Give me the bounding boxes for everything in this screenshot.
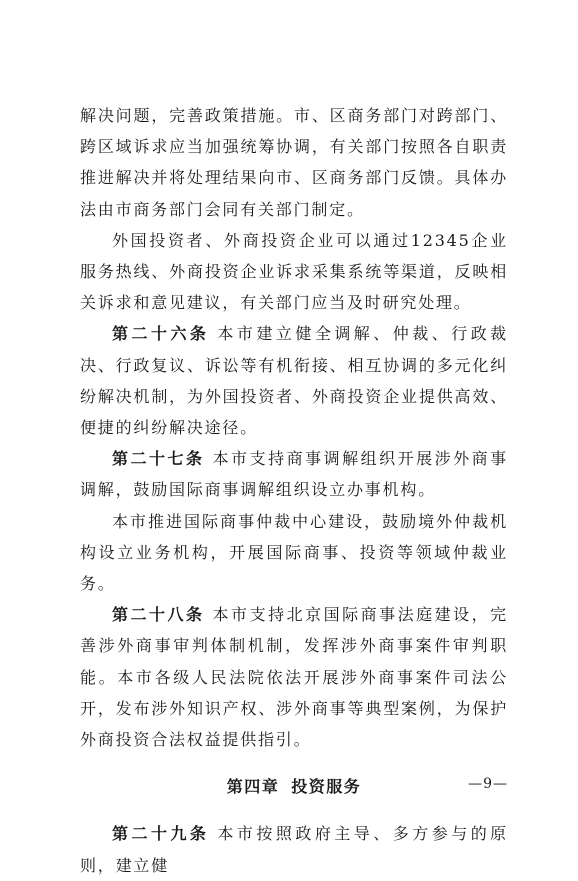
paragraph-text: 本市支持北京国际商事法庭建设，完善涉外商事审判体制机制，发挥涉外商事案件审判职能。本市各级人民法院依法开展涉外商事案件司法公开，发布涉外知识产权、涉外商事等典型案例，为保护外商投资合法权益提供指引。 [80,605,508,750]
chapter-title: 投资服务 [291,777,362,797]
article-number: 第二十六条 [112,324,210,344]
paragraph-0 [80,100,508,225]
article-29 [80,818,508,880]
paragraph-1 [80,225,508,319]
paragraph-text: 本市建立健全调解、仲裁、行政裁决、行政复议、诉讼等有机衔接、相互协调的多元化纠纷解决机制，为外国投资者、外商投资企业提供高效、便捷的纠纷解决途径。 [80,324,508,438]
article-number: 第二十七条 [112,449,205,469]
article-number: 第二十八条 [112,605,205,625]
article-27 [80,443,508,505]
chapter-heading [80,771,508,802]
chapter-number: 第四章 [226,777,280,797]
article-26 [80,318,508,443]
paragraph-4 [80,506,508,600]
document-body [80,100,508,881]
paragraph-text: 本市按照政府主导、多方参与的原则，建立健 [80,824,508,875]
paragraph-text: 本市支持商事调解组织开展涉外商事调解，鼓励国际商事调解组织设立办事机构。 [80,449,508,500]
paragraph-text: 解决问题，完善政策措施。市、区商务部门对跨部门、跨区域诉求应当加强统筹协调，有关部门按照各自职责推进解决并将处理结果向市、区商务部门反馈。具体办法由市商务部门会同有关部门制定。 [80,106,508,219]
article-number: 第二十九条 [112,824,210,844]
paragraph-text: 本市推进国际商事仲裁中心建设，鼓励境外仲裁机构设立业务机构，开展国际商事、投资等领域仲裁业务。 [80,511,508,594]
article-28 [80,599,508,755]
page-number: —9— [468,776,508,792]
paragraph-text: 外国投资者、外商投资企业可以通过12345企业服务热线、外商投资企业诉求采集系统等渠道，反映相关诉求和意见建议，有关部门应当及时研究处理。 [80,230,508,313]
